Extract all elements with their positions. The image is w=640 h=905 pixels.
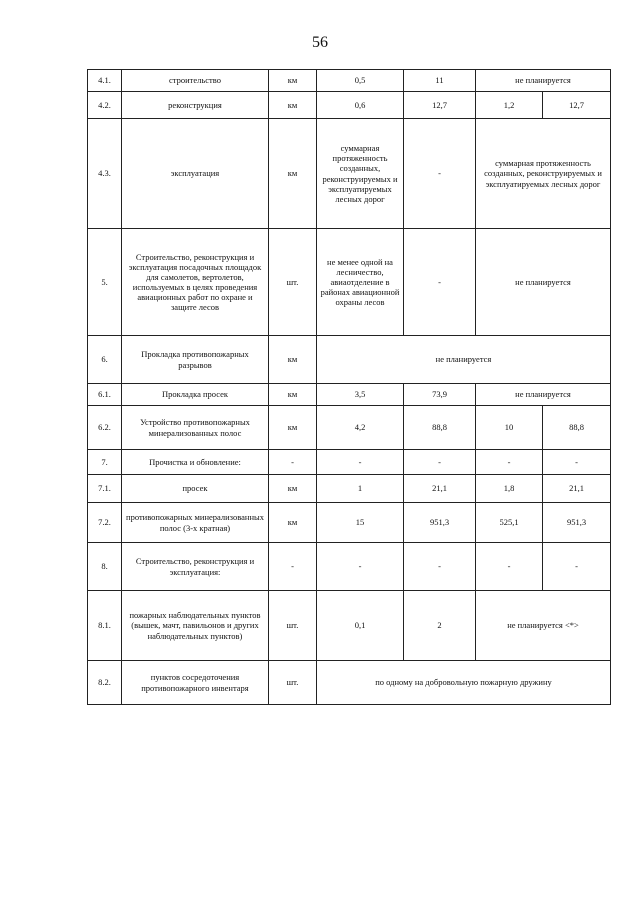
- value-cell: 3,5: [317, 384, 404, 406]
- unit-cell: км: [269, 503, 317, 543]
- unit-cell: шт.: [269, 661, 317, 705]
- measure-name: строительство: [122, 70, 269, 92]
- page-number: 56: [312, 34, 328, 51]
- value-cell: 12,7: [404, 92, 476, 119]
- table-row: [88, 406, 611, 450]
- value-cell: не планируется: [317, 336, 611, 384]
- value-cell: 88,8: [543, 406, 611, 450]
- measure-name: просек: [122, 475, 269, 503]
- value-cell: -: [317, 543, 404, 591]
- unit-cell: км: [269, 336, 317, 384]
- value-cell: не планируется <*>: [476, 591, 611, 661]
- value-cell: по одному на добровольную пожарную дружину: [317, 661, 611, 705]
- value-cell: 525,1: [476, 503, 543, 543]
- table-row: [88, 229, 611, 336]
- table-row: [88, 661, 611, 705]
- unit-cell: шт.: [269, 591, 317, 661]
- value-cell: 2: [404, 591, 476, 661]
- value-cell: не менее одной на лесничество, авиаотделение в районах авиационной охраны лесов: [317, 229, 404, 336]
- unit-cell: км: [269, 119, 317, 229]
- value-cell: суммарная протяженность созданных, реконструируемых и эксплуатируемых лесных дорог: [317, 119, 404, 229]
- forest-fire-measures-table: [87, 69, 611, 705]
- value-cell: -: [476, 543, 543, 591]
- row-number: 8.1.: [88, 591, 122, 661]
- table-row: [88, 119, 611, 229]
- value-cell: 0,5: [317, 70, 404, 92]
- value-cell: 4,2: [317, 406, 404, 450]
- table-row: [88, 384, 611, 406]
- value-cell: 951,3: [404, 503, 476, 543]
- row-number: 4.2.: [88, 92, 122, 119]
- unit-cell: -: [269, 543, 317, 591]
- value-cell: -: [543, 450, 611, 475]
- table-row: [88, 591, 611, 661]
- value-cell: -: [543, 543, 611, 591]
- measure-name: Прокладка противопожарных разрывов: [122, 336, 269, 384]
- row-number: 4.3.: [88, 119, 122, 229]
- row-number: 4.1.: [88, 70, 122, 92]
- measure-name: пожарных наблюдательных пунктов (вышек, мачт, павильонов и других наблюдательных пунктов): [122, 591, 269, 661]
- value-cell: суммарная протяженность созданных, реконструируемых и эксплуатируемых лесных дорог: [476, 119, 611, 229]
- value-cell: не планируется: [476, 384, 611, 406]
- table-row: [88, 543, 611, 591]
- value-cell: 21,1: [404, 475, 476, 503]
- row-number: 7.2.: [88, 503, 122, 543]
- measure-name: Устройство противопожарных минерализованных полос: [122, 406, 269, 450]
- table-row: [88, 475, 611, 503]
- value-cell: 0,6: [317, 92, 404, 119]
- table-row: [88, 92, 611, 119]
- measure-name: Прочистка и обновление:: [122, 450, 269, 475]
- value-cell: 15: [317, 503, 404, 543]
- value-cell: 11: [404, 70, 476, 92]
- value-cell: -: [404, 229, 476, 336]
- value-cell: не планируется: [476, 70, 611, 92]
- value-cell: -: [404, 543, 476, 591]
- value-cell: 21,1: [543, 475, 611, 503]
- value-cell: 88,8: [404, 406, 476, 450]
- table-row: [88, 503, 611, 543]
- unit-cell: км: [269, 384, 317, 406]
- value-cell: 10: [476, 406, 543, 450]
- measure-name: эксплуатация: [122, 119, 269, 229]
- measure-name: Строительство, реконструкция и эксплуатация посадочных площадок для самолетов, вертолетов, используемых в целях проведения авиационных работ по охране и защите лесов: [122, 229, 269, 336]
- unit-cell: шт.: [269, 229, 317, 336]
- measure-name: пунктов сосредоточения противопожарного инвентаря: [122, 661, 269, 705]
- value-cell: 0,1: [317, 591, 404, 661]
- measure-name: Строительство, реконструкция и эксплуатация:: [122, 543, 269, 591]
- unit-cell: км: [269, 406, 317, 450]
- measure-name: противопожарных минерализованных полос (3-х кратная): [122, 503, 269, 543]
- value-cell: не планируется: [476, 229, 611, 336]
- row-number: 8.: [88, 543, 122, 591]
- unit-cell: км: [269, 92, 317, 119]
- value-cell: -: [404, 119, 476, 229]
- row-number: 6.: [88, 336, 122, 384]
- value-cell: 12,7: [543, 92, 611, 119]
- value-cell: -: [317, 450, 404, 475]
- value-cell: -: [476, 450, 543, 475]
- row-number: 6.2.: [88, 406, 122, 450]
- table-row: [88, 70, 611, 92]
- value-cell: 1,8: [476, 475, 543, 503]
- table-row: [88, 336, 611, 384]
- value-cell: 1: [317, 475, 404, 503]
- measure-name: Прокладка просек: [122, 384, 269, 406]
- measure-name: реконструкция: [122, 92, 269, 119]
- row-number: 8.2.: [88, 661, 122, 705]
- value-cell: 73,9: [404, 384, 476, 406]
- row-number: 7.: [88, 450, 122, 475]
- row-number: 6.1.: [88, 384, 122, 406]
- value-cell: 1,2: [476, 92, 543, 119]
- table-row: [88, 450, 611, 475]
- unit-cell: км: [269, 475, 317, 503]
- row-number: 5.: [88, 229, 122, 336]
- unit-cell: км: [269, 70, 317, 92]
- value-cell: -: [404, 450, 476, 475]
- unit-cell: -: [269, 450, 317, 475]
- value-cell: 951,3: [543, 503, 611, 543]
- row-number: 7.1.: [88, 475, 122, 503]
